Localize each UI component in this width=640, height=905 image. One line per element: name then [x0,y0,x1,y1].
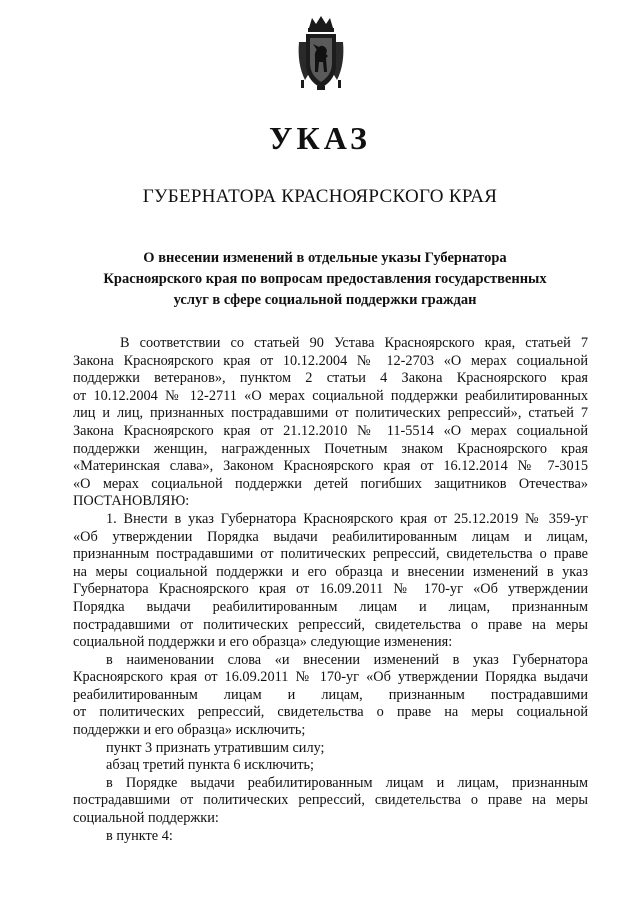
body-line: в пункте 4: [106,827,173,844]
body-line: 1. Внести в указ Губернатора Красноярского края от 25.12.2019 № 359-уг [106,510,588,527]
body-line: Закона Красноярского края от 10.12.2004 № 12-2703 «О мерах социальной [73,352,588,369]
document-subtitle: ГУБЕРНАТОРА КРАСНОЯРСКОГО КРАЯ [142,186,498,207]
body-line: на меры социальной поддержки и его образца и внесении изменений в указ [73,563,588,580]
body-line: «О мерах социальной поддержки детей погибших защитников Отечества» [73,475,588,492]
body-line: «Об утверждении Порядка выдачи реабилитированным лицам и лицам, [73,528,588,545]
body-line: поддержки и его образца» исключить; [73,722,306,739]
body-line: от 10.12.2004 № 12-2711 «О мерах социальной поддержки реабилитированных [73,387,588,404]
body-line: в Порядке выдачи реабилитированным лицам и лицам, признанным [106,774,588,791]
document-title: УКАЗ [269,120,371,156]
body-line: пострадавшими от политических репрессий, свидетельства о праве на меры [73,792,588,809]
body-line: ПОСТАНОВЛЯЮ: [73,493,190,510]
body-line: реабилитированным лицам и лицам, признанным пострадавшими [73,686,588,703]
body-line: Красноярского края от 16.09.2011 № 170-уг «Об утверждении Порядка выдачи [73,669,588,686]
body-line: поддержки женщин, награжденных Почетным знаком Красноярского края [73,440,588,457]
body-line: в наименовании слова «и внесении изменений в указ Губернатора [106,651,588,668]
document-heading [90,248,560,311]
body-line: Губернатора Красноярского края от 16.09.2011 № 170-уг «Об утверждении [73,581,588,598]
body-line: Порядка выдачи реабилитированным лицам и лицам, признанным [73,598,588,615]
document-body [73,335,588,845]
body-line: социальной поддержки: [73,810,219,827]
body-line: В соответствии со статьей 90 Устава Красноярского края, статьей 7 [120,335,588,351]
heading-line: О внесении изменений в отдельные указы Губернатора [143,250,507,266]
body-line: поддержки ветеранов», пунктом 2 статьи 4 Закона Красноярского края [73,370,588,387]
body-line: абзац третий пункта 6 исключить; [106,757,314,774]
body-line: пострадавшими от политических репрессий, свидетельства о праве на меры [73,616,588,633]
body-line: Закона Красноярского края от 21.12.2010 № 11-5514 «О мерах социальной [73,422,588,439]
heading-line: Красноярского края по вопросам предоставления государственных [103,271,547,287]
body-line: признанным пострадавшими от политических репрессий, свидетельства о праве [73,546,588,563]
body-line: от политических репрессий, свидетельства о праве на меры социальной [73,704,588,721]
body-line: социальной поддержки и его образца» следующие изменения: [73,634,453,651]
body-line: пункт 3 признать утратившим силу; [106,739,325,756]
body-line: «Материнская слава», Законом Красноярского края от 16.12.2014 № 7-3015 [73,458,588,475]
coat-of-arms-icon [295,14,347,92]
body-line: лиц и лиц, признанных пострадавшими от политических репрессий», статьей 7 [73,405,588,422]
heading-line: услуг в сфере социальной поддержки граждан [173,292,477,308]
